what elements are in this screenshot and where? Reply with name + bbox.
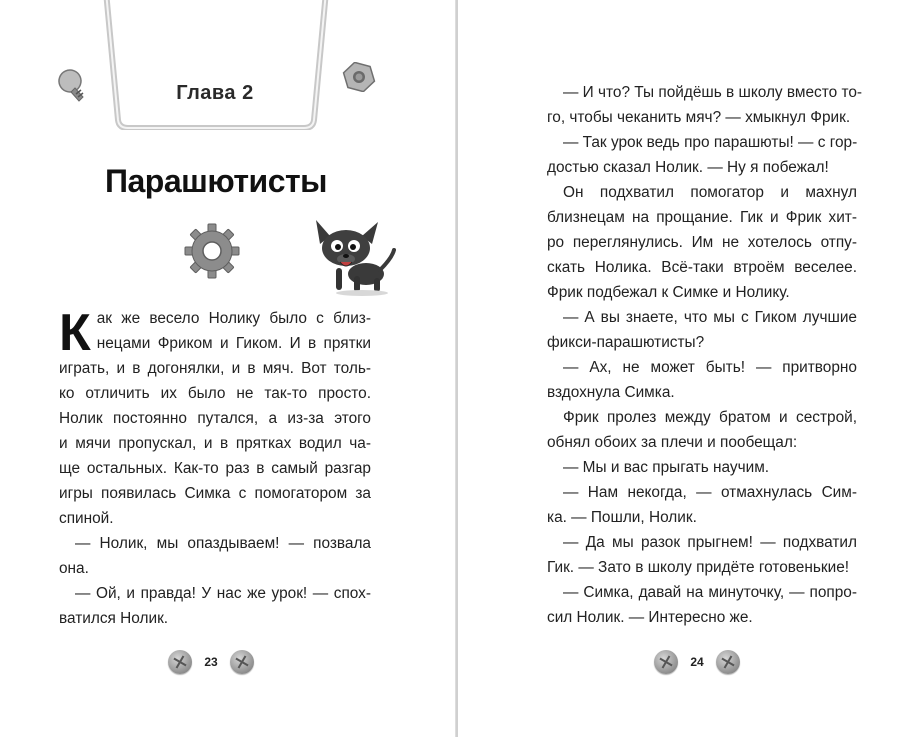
drop-cap: К [59, 304, 91, 362]
text-line: скать Нолика. Всё-таки втроём веселее. [547, 259, 857, 276]
text-line: — А вы знаете, что мы с Гиком лучшие [563, 309, 857, 326]
page-number: 23 [204, 655, 218, 669]
screw-icon [168, 650, 192, 674]
text-line: ватился Нолик. [59, 610, 169, 627]
text-line: Фрик пролез между братом и сестрой, [563, 409, 857, 426]
text-line: ро переглянулись. Им не хотелось отпу- [547, 234, 857, 251]
text-line: — Так урок ведь про парашюты! — с гор- [563, 134, 858, 151]
text-line: достью сказал Нолик. — Ну я побежал! [547, 159, 829, 176]
text-line: нецами Фриком и Гиком. И в прятки [96, 335, 371, 352]
screw-icon [230, 650, 254, 674]
text-line: вздохнула Симка. [547, 384, 675, 401]
gear-icon [184, 223, 240, 279]
text-line: близнецам на прощание. Гик и Фрик хит- [547, 209, 857, 226]
right-page [458, 0, 916, 737]
text-line: Гик. — Зато в школу придёте готовенькие! [547, 559, 850, 576]
text-line: фикси-парашютисты? [547, 334, 705, 351]
text-line: ко отличить их было не так-то просто. [59, 385, 371, 402]
page-footer-right [654, 650, 740, 674]
screw-icon [654, 650, 678, 674]
text-line: — Мы и вас прыгать научим. [563, 459, 770, 476]
left-page [0, 0, 456, 737]
chapter-title: Парашютисты [105, 163, 327, 199]
text-line: — Нам некогда, — отмахнулась Сим- [563, 484, 857, 501]
text-line: обнял обоих за плечи и пообещал: [547, 434, 798, 451]
chapter-label: Глава 2 [176, 82, 254, 104]
text-line: — Ах, не может быть! — притворно [563, 359, 857, 376]
text-line: Нолик постоянно путался, а из-за этого [59, 410, 371, 427]
screw-icon [716, 650, 740, 674]
page-number: 24 [690, 655, 704, 669]
text-line: спиной. [59, 510, 114, 527]
hex-nut-icon [342, 62, 376, 92]
left-body-text [59, 306, 371, 631]
text-line: — Нолик, мы опаздываем! — позвала [75, 535, 371, 552]
dog-character-icon [306, 214, 398, 296]
page-footer-left [168, 650, 254, 674]
text-line: ка. — Пошли, Нолик. [547, 509, 697, 526]
text-line: игры появилась Симка с помогатором за [59, 485, 371, 502]
text-line: и мячи пропускал, и в прятках водил ча- [59, 435, 371, 452]
text-line: сил Нолик. — Интересно же. [547, 609, 753, 626]
text-line: Он подхватил помогатор и махнул [563, 184, 857, 201]
text-line: ще остальных. Как-то раз в самый разгар [59, 460, 371, 477]
text-line: — Симка, давай на минуточку, — попро- [563, 584, 857, 601]
text-line: она. [59, 560, 89, 577]
text-line: играть, и в догонялки, и в мяч. Вот толь- [59, 360, 371, 377]
chapter-frame [98, 0, 334, 130]
text-line: — И что? Ты пойдёшь в школу вместо то- [563, 84, 863, 101]
text-line: ак же весело Нолику было с близ- [96, 310, 371, 327]
lightbulb-icon [56, 66, 90, 106]
text-line: — Да мы разок прыгнем! — подхватил [563, 534, 857, 551]
text-line: го, чтобы чеканить мяч? — хмыкнул Фрик. [547, 109, 851, 126]
text-line: Фрик подбежал к Симке и Нолику. [547, 284, 790, 301]
text-line: — Ой, и правда! У нас же урок! — спох- [75, 585, 371, 602]
right-body-text [547, 80, 863, 630]
